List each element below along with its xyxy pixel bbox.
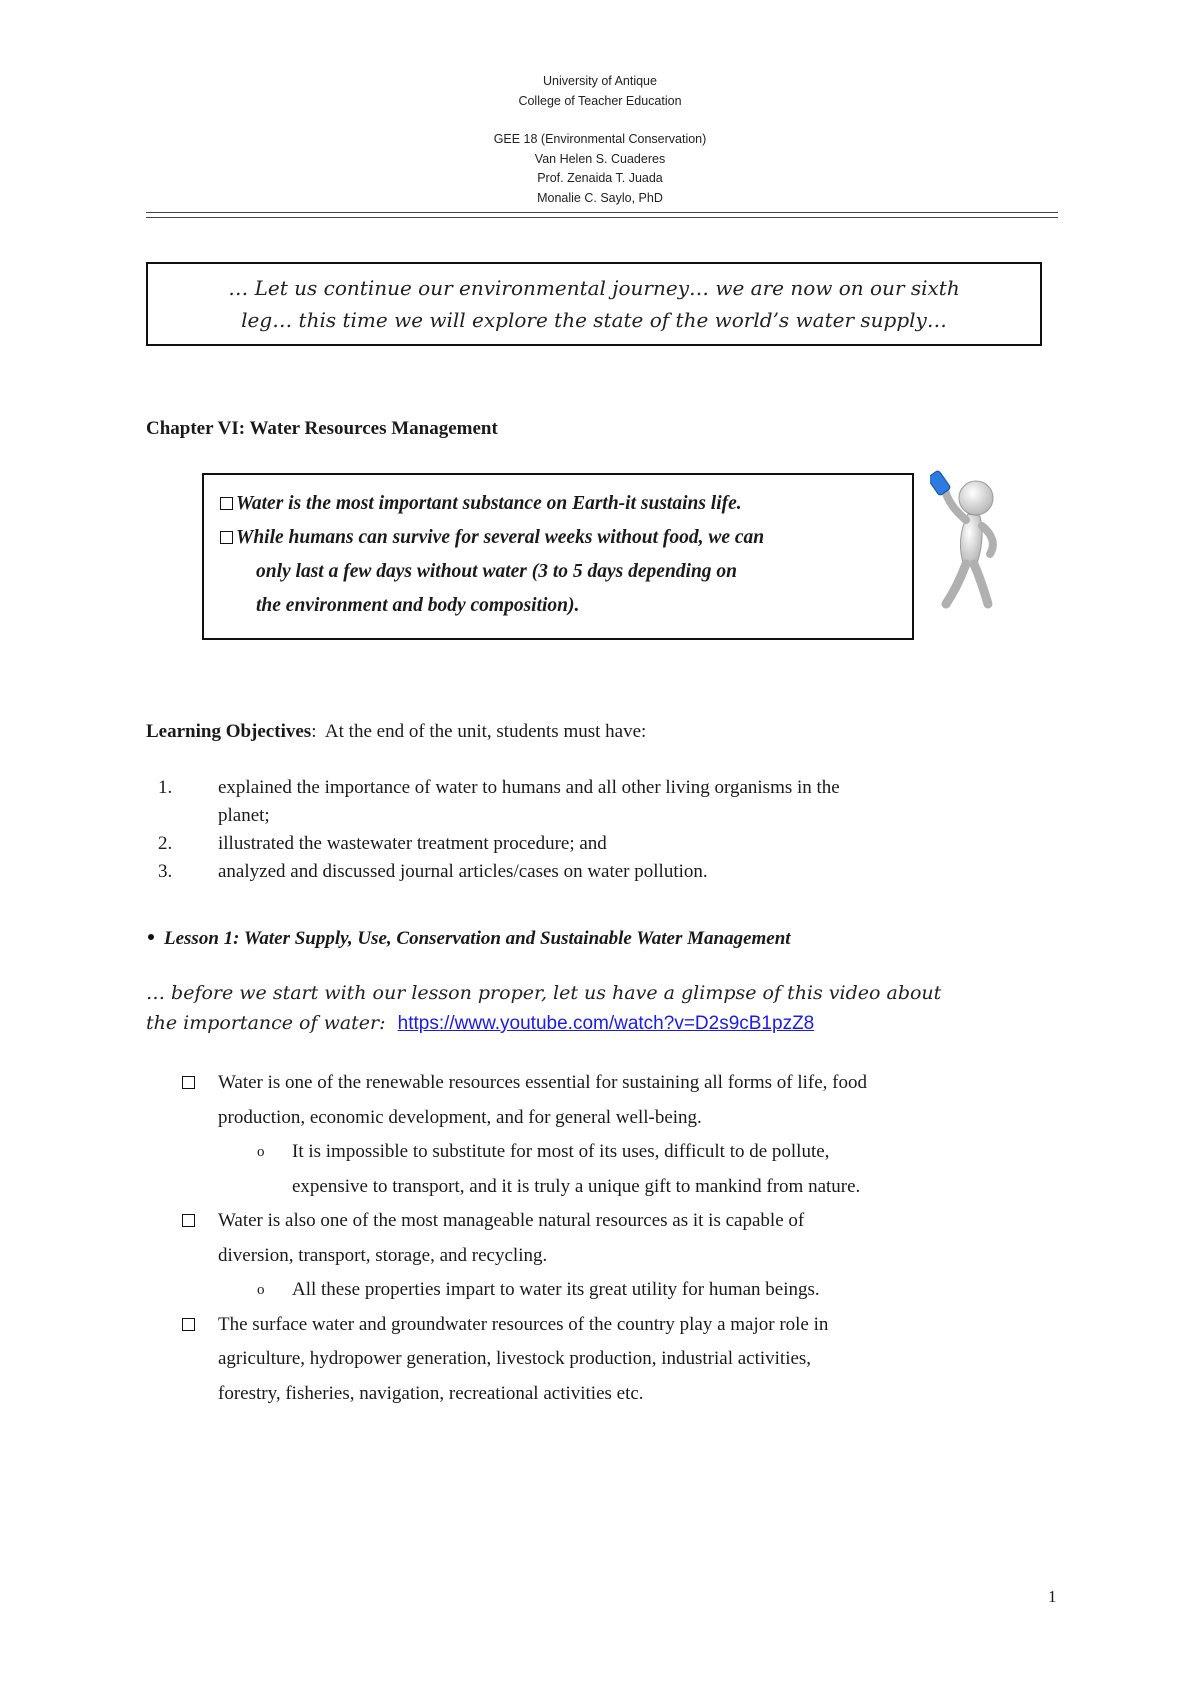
checkbox-icon (220, 497, 233, 510)
course-title: GEE 18 (Environmental Conservation) (493, 132, 707, 146)
video-note-line-2: the importance of water: (146, 1012, 386, 1034)
sub-list-item: o All these properties impart to water its great utility for human beings. (182, 1273, 1062, 1308)
sub-bullet-icon: o (257, 1144, 265, 1160)
header-divider (146, 212, 1058, 218)
list-item: The surface water and groundwater resources of the country play a major role in agriculture, hydropower generation, livestock production, industrial activities, forestry, fisheries, navigation, recreational activities etc. (182, 1308, 1062, 1412)
fact-line-3: only last a few days without water (3 to 5 days depending on (256, 561, 738, 582)
bullet-icon (148, 934, 154, 940)
list-item: 3. analyzed and discussed journal articles/cases on water pollution. (158, 861, 708, 882)
objectives-label: Learning Objectives (146, 721, 312, 742)
learning-objectives-intro: Learning Objectives: At the end of the unit, students must have: (146, 721, 647, 742)
fact-line-4: the environment and body composition). (256, 595, 580, 616)
water-facts-list (182, 1066, 1062, 1411)
list-item: 2. illustrated the wastewater treatment procedure; and (158, 833, 607, 854)
checkbox-icon (182, 1076, 195, 1089)
chapter-title: Chapter VI: Water Resources Management (146, 418, 498, 439)
list-item: Water is also one of the most manageable natural resources as it is capable of diversion, transport, storage, and recycling. (182, 1204, 1062, 1273)
university-name: University of Antique (543, 74, 657, 88)
journey-line-2: leg… this time we will explore the state of the world’s water supply… (241, 308, 947, 332)
journey-callout (146, 262, 1042, 346)
objectives-list (146, 774, 1046, 886)
sub-list-item: o It is impossible to substitute for most of its uses, difficult to de pollute, expensive to transport, and it is truly a unique gift to mankind from nature. (182, 1135, 1062, 1204)
water-facts-box (202, 473, 914, 640)
journey-line-1: … Let us continue our environmental journey… we are now on our sixth (228, 276, 960, 300)
checkbox-icon (220, 531, 233, 544)
list-item: Water is one of the renewable resources essential for sustaining all forms of life, food production, economic development, and for general well-being. (182, 1066, 1062, 1135)
fact-line-1: Water is the most important substance on Earth-it sustains life. (236, 493, 742, 514)
author-3: Monalie C. Saylo, PhD (537, 190, 663, 205)
checkbox-icon (182, 1214, 195, 1227)
lesson-heading (148, 928, 791, 950)
page-number: 1 (1048, 1587, 1057, 1606)
lesson-title: Lesson 1: Water Supply, Use, Conservation and Sustainable Water Management (164, 928, 791, 949)
checkbox-icon (182, 1318, 195, 1331)
fact-line-2: While humans can survive for several weeks without food, we can (236, 527, 765, 548)
video-note-line-1: … before we start with our lesson proper, let us have a glimpse of this video about (146, 982, 942, 1004)
video-note (146, 978, 1076, 1039)
list-item: 1. explained the importance of water to humans and all other living organisms in the planet; (158, 777, 840, 826)
college-name: College of Teacher Education (518, 93, 682, 108)
author-2: Prof. Zenaida T. Juada (537, 171, 663, 185)
youtube-link[interactable]: https://www.youtube.com/watch?v=D2s9cB1pzZ8 (397, 1013, 815, 1034)
sub-bullet-icon: o (257, 1282, 265, 1298)
objectives-intro-text: At the end of the unit, students must have: (324, 721, 647, 742)
document-header (0, 72, 1200, 208)
author-1: Van Helen S. Cuaderes (534, 151, 666, 166)
drinking-figure-illustration (930, 470, 1010, 610)
